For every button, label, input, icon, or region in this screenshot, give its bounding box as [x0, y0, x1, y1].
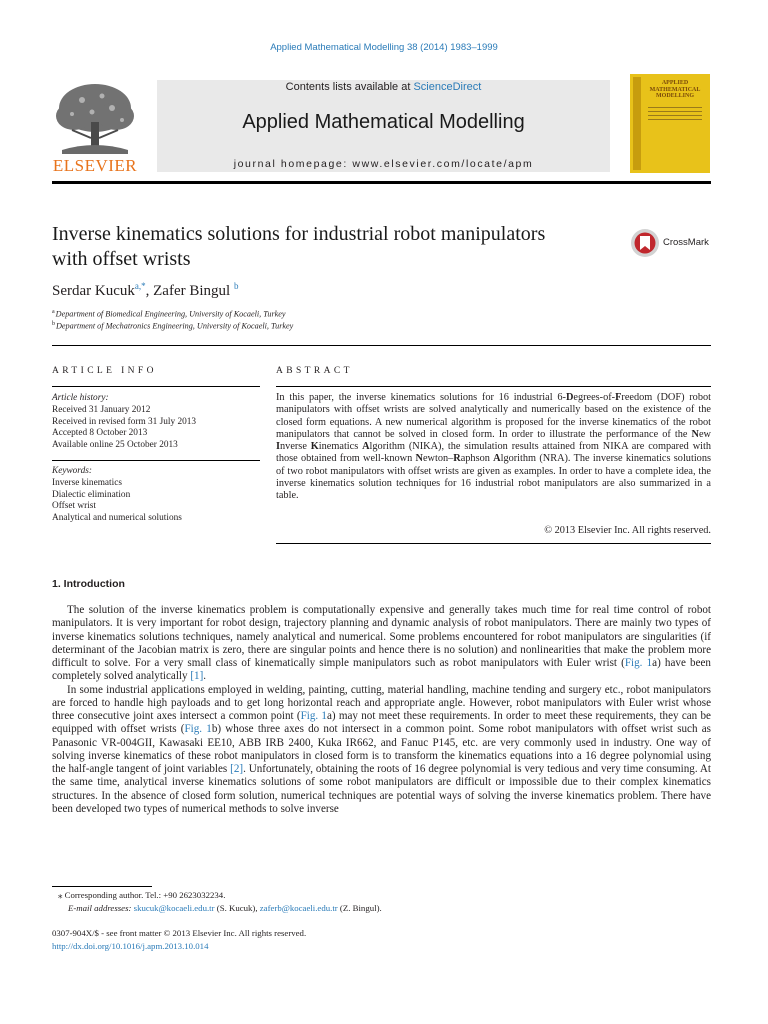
affiliation-b [52, 321, 293, 331]
journal-title: Applied Mathematical Modelling [242, 111, 525, 133]
abstract-bold-letter: N [415, 453, 423, 465]
crossmark-icon [630, 228, 660, 258]
abstract-heading: ABSTRACT [276, 366, 353, 376]
paragraph [52, 684, 711, 817]
abstract-fragment: lgorithm (NIKA), the simulation results attained from NIKA are compared with those obtained from well-known [276, 441, 711, 465]
journal-cover-thumbnail [630, 74, 710, 173]
abstract-fragment: ewton– [422, 453, 454, 465]
abstract-copyright: © 2013 Elsevier Inc. All rights reserved. [544, 525, 711, 536]
abstract-bold-letter: D [565, 392, 574, 403]
history-entry: Received in revised form 31 July 2013 [52, 416, 197, 427]
email-link[interactable]: zaferb@kocaeli.edu.tr [259, 903, 338, 913]
contents-line [157, 81, 610, 93]
history-entry: Received 31 January 2012 [52, 404, 151, 415]
abstract-fragment: reedom (DOF) robot manipulators with offset wrists are solved analytically and numerically based on the existence of the closed form equations. A new numerical algorithm is proposed for the inverse kinematics of the robot manipulators that cannot be solved in closed form. In order to illustrate the performance of the [276, 392, 711, 440]
history-entry: Accepted 8 October 2013 [52, 428, 148, 439]
cover-spine [633, 77, 641, 170]
keyword: Offset wrist [52, 501, 96, 512]
article-title-line-1: Inverse kinematics solutions for industrial robot manipulators [52, 223, 546, 245]
article-title [52, 222, 617, 272]
keywords-rule [52, 460, 260, 461]
section-heading-introduction: 1. Introduction [52, 578, 125, 590]
homepage-prefix: journal homepage: [233, 158, 353, 170]
body-fragment: b) whose three axes do not intersect in a common point. Some robot manipulators with offset wrist such as Panasonic VR-004GII, Kawasaki EE10, ABB IRB 2400, Kuka IR662, and Fanuc P145, etc. are very commonly used in industry. One way of solving inverse kinematics of these robot manipulators in closed form is to transform the kinematics equations into a 16 degree polynomial using the half-angle tangent of joint variables [52, 723, 711, 775]
footnote-rule [52, 886, 152, 887]
body-fragment: In some industrial applications employed in welding, painting, cutting, material handling, machine tending and surgery etc., robot manipulators are forced to handle high payloads and to get long horizontal reach and appropriate angle. However, robot manipulators with Euler wrist whose three consecutive joint axes intersect a common point ( [52, 683, 711, 722]
crossmark-label: CrossMark [663, 237, 709, 248]
abstract-rule [276, 386, 711, 387]
figure-reference-link[interactable]: Fig. 1 [184, 723, 212, 736]
contents-prefix: Contents lists available at [285, 81, 414, 93]
cover-text-lines [648, 104, 702, 126]
body-fragment: a) may not meet these requirements. In order to meet these requirements, they can be equipped with offset wrists ( [52, 710, 711, 736]
elsevier-wordmark: ELSEVIER [52, 156, 138, 175]
elsevier-logo [52, 78, 138, 176]
body-fragment: . [203, 670, 207, 683]
article-info-heading: ARTICLE INFO [52, 366, 157, 376]
author-affiliation-marker[interactable]: a,* [134, 281, 146, 291]
article-title-line-2: with offset wrists [52, 248, 191, 270]
abstract-text [276, 392, 711, 503]
abstract-fragment: ew [698, 428, 711, 440]
author-name: Serdar Kucuk [52, 283, 135, 299]
email-footnote [68, 903, 382, 913]
abstract-fragment: nverse [280, 441, 311, 453]
body-fragment: The solution of the inverse kinematics problem is computationally expensive and generally takes much time for real time control of robot manipulators. It is very important for robot design, trajectory planning and dynamic analysis of robot manipulators. There are mainly two types of inverse kinematics solutions techniques, namely analytical and numerical. Some problems encountered for robot manipulators are singularities (if determinant of the Jacobian matrix is zero, there are singular points and hence there is no solution) and nonlinearities that make the problem more difficult to solve. For a very small class of kinematically simple manipulators such as robot manipulators with Euler wrist ( [52, 604, 711, 669]
abstract-bold-letter: N [691, 428, 699, 440]
email-link[interactable]: skucuk@kocaeli.edu.tr [133, 903, 215, 913]
figure-reference-link[interactable]: Fig. 1 [300, 710, 327, 722]
front-matter-line: 0307-904X/$ - see front matter © 2013 Elsevier Inc. All rights reserved. [52, 928, 307, 938]
journal-homepage [157, 158, 610, 170]
citation-link[interactable]: [2] [230, 763, 244, 775]
abstract-bold-letter: K [310, 441, 319, 453]
crossmark-badge[interactable] [630, 228, 714, 258]
author-affiliation-marker[interactable]: b [233, 281, 239, 291]
abstract-fragment: egrees-of- [573, 392, 616, 403]
author-list: Serdar Kucuk$^{a,*}$, Zafer Bingul $^b$ [52, 281, 239, 299]
figure-reference-link[interactable]: Fig. 1 [624, 657, 653, 669]
abstract-bold-letter: A [362, 441, 370, 453]
author-name: Zafer Bingul [153, 283, 231, 299]
keyword: Inverse kinematics [52, 477, 122, 488]
homepage-url[interactable]: www.elsevier.com/locate/apm [352, 158, 534, 170]
email-owner: (Z. Bingul). [337, 903, 382, 913]
journal-citation-link[interactable]: Applied Mathematical Modelling 38 (2014) 1983–1999 [270, 42, 498, 53]
keywords-label: Keywords: [52, 466, 92, 476]
email-label: E-mail addresses: [68, 903, 134, 913]
keyword: Analytical and numerical solutions [52, 513, 182, 524]
abstract-bold-letter: A [493, 453, 501, 465]
sciencedirect-link[interactable]: ScienceDirect [413, 81, 482, 93]
abstract-bold-letter: I [276, 441, 281, 453]
corresponding-author-note: ⁎ Corresponding author. Tel.: +90 2623032234. [58, 890, 226, 900]
article-info-rule [52, 386, 260, 387]
abstract-bold-letter: F [615, 392, 622, 403]
history-entry: Available online 25 October 2013 [52, 440, 178, 451]
email-owner: (S. Kucuk), [214, 903, 260, 913]
affiliation-marker: b [52, 321, 55, 327]
abstract-bold-letter: R [453, 453, 461, 465]
article-history-label: Article history: [52, 393, 109, 403]
title-rule [52, 345, 711, 346]
abstract-fragment: In this paper, the inverse kinematics solutions for 16 industrial 6- [276, 392, 566, 403]
header-rule [52, 181, 711, 184]
affiliation-text: Department of Biomedical Engineering, University of Kocaeli, Turkey [55, 309, 286, 319]
affiliation-text: Department of Mechatronics Engineering, University of Kocaeli, Turkey [56, 321, 294, 331]
abstract-fragment: inematics [318, 441, 363, 453]
citation-link[interactable]: [1] [190, 670, 204, 683]
body-fragment: . Unfortunately, obtaining the roots of 16 degree polynomial is very tedious and very time consuming. At the same time, analytical inverse kinematics solutions of some robot manipulators are difficult or impossible due to their complex kinematics structures. In the absence of closed form solution, numerical techniques are potential ways of solving the inverse kinematics problem. There have been developed two types of numerical methods to solve inverse [52, 763, 711, 815]
affiliation-marker: a [52, 309, 55, 315]
abstract-fragment: aphson [460, 453, 494, 465]
abstract-fragment: lgorithm (NRA). The inverse kinematics solutions of two robot manipulators with offset wrists are given as examples. In order to have a complete idea, the inverse kinematics solution techniques for 16 industrial robot manipulators are also summarized in a table. [276, 453, 711, 502]
body-text [52, 604, 711, 816]
keywords [52, 466, 260, 525]
cover-title: APPLIED MATHEMATICAL MODELLING [649, 80, 701, 99]
body-fragment: a) have been completely solved analytically [52, 657, 711, 683]
article-history [52, 393, 260, 452]
keyword: Dialectic elimination [52, 489, 131, 500]
paragraph [52, 604, 711, 684]
affiliation-a [52, 309, 286, 319]
doi-link[interactable]: http://dx.doi.org/10.1016/j.apm.2013.10.014 [52, 941, 209, 951]
abstract-end-rule [276, 543, 711, 544]
